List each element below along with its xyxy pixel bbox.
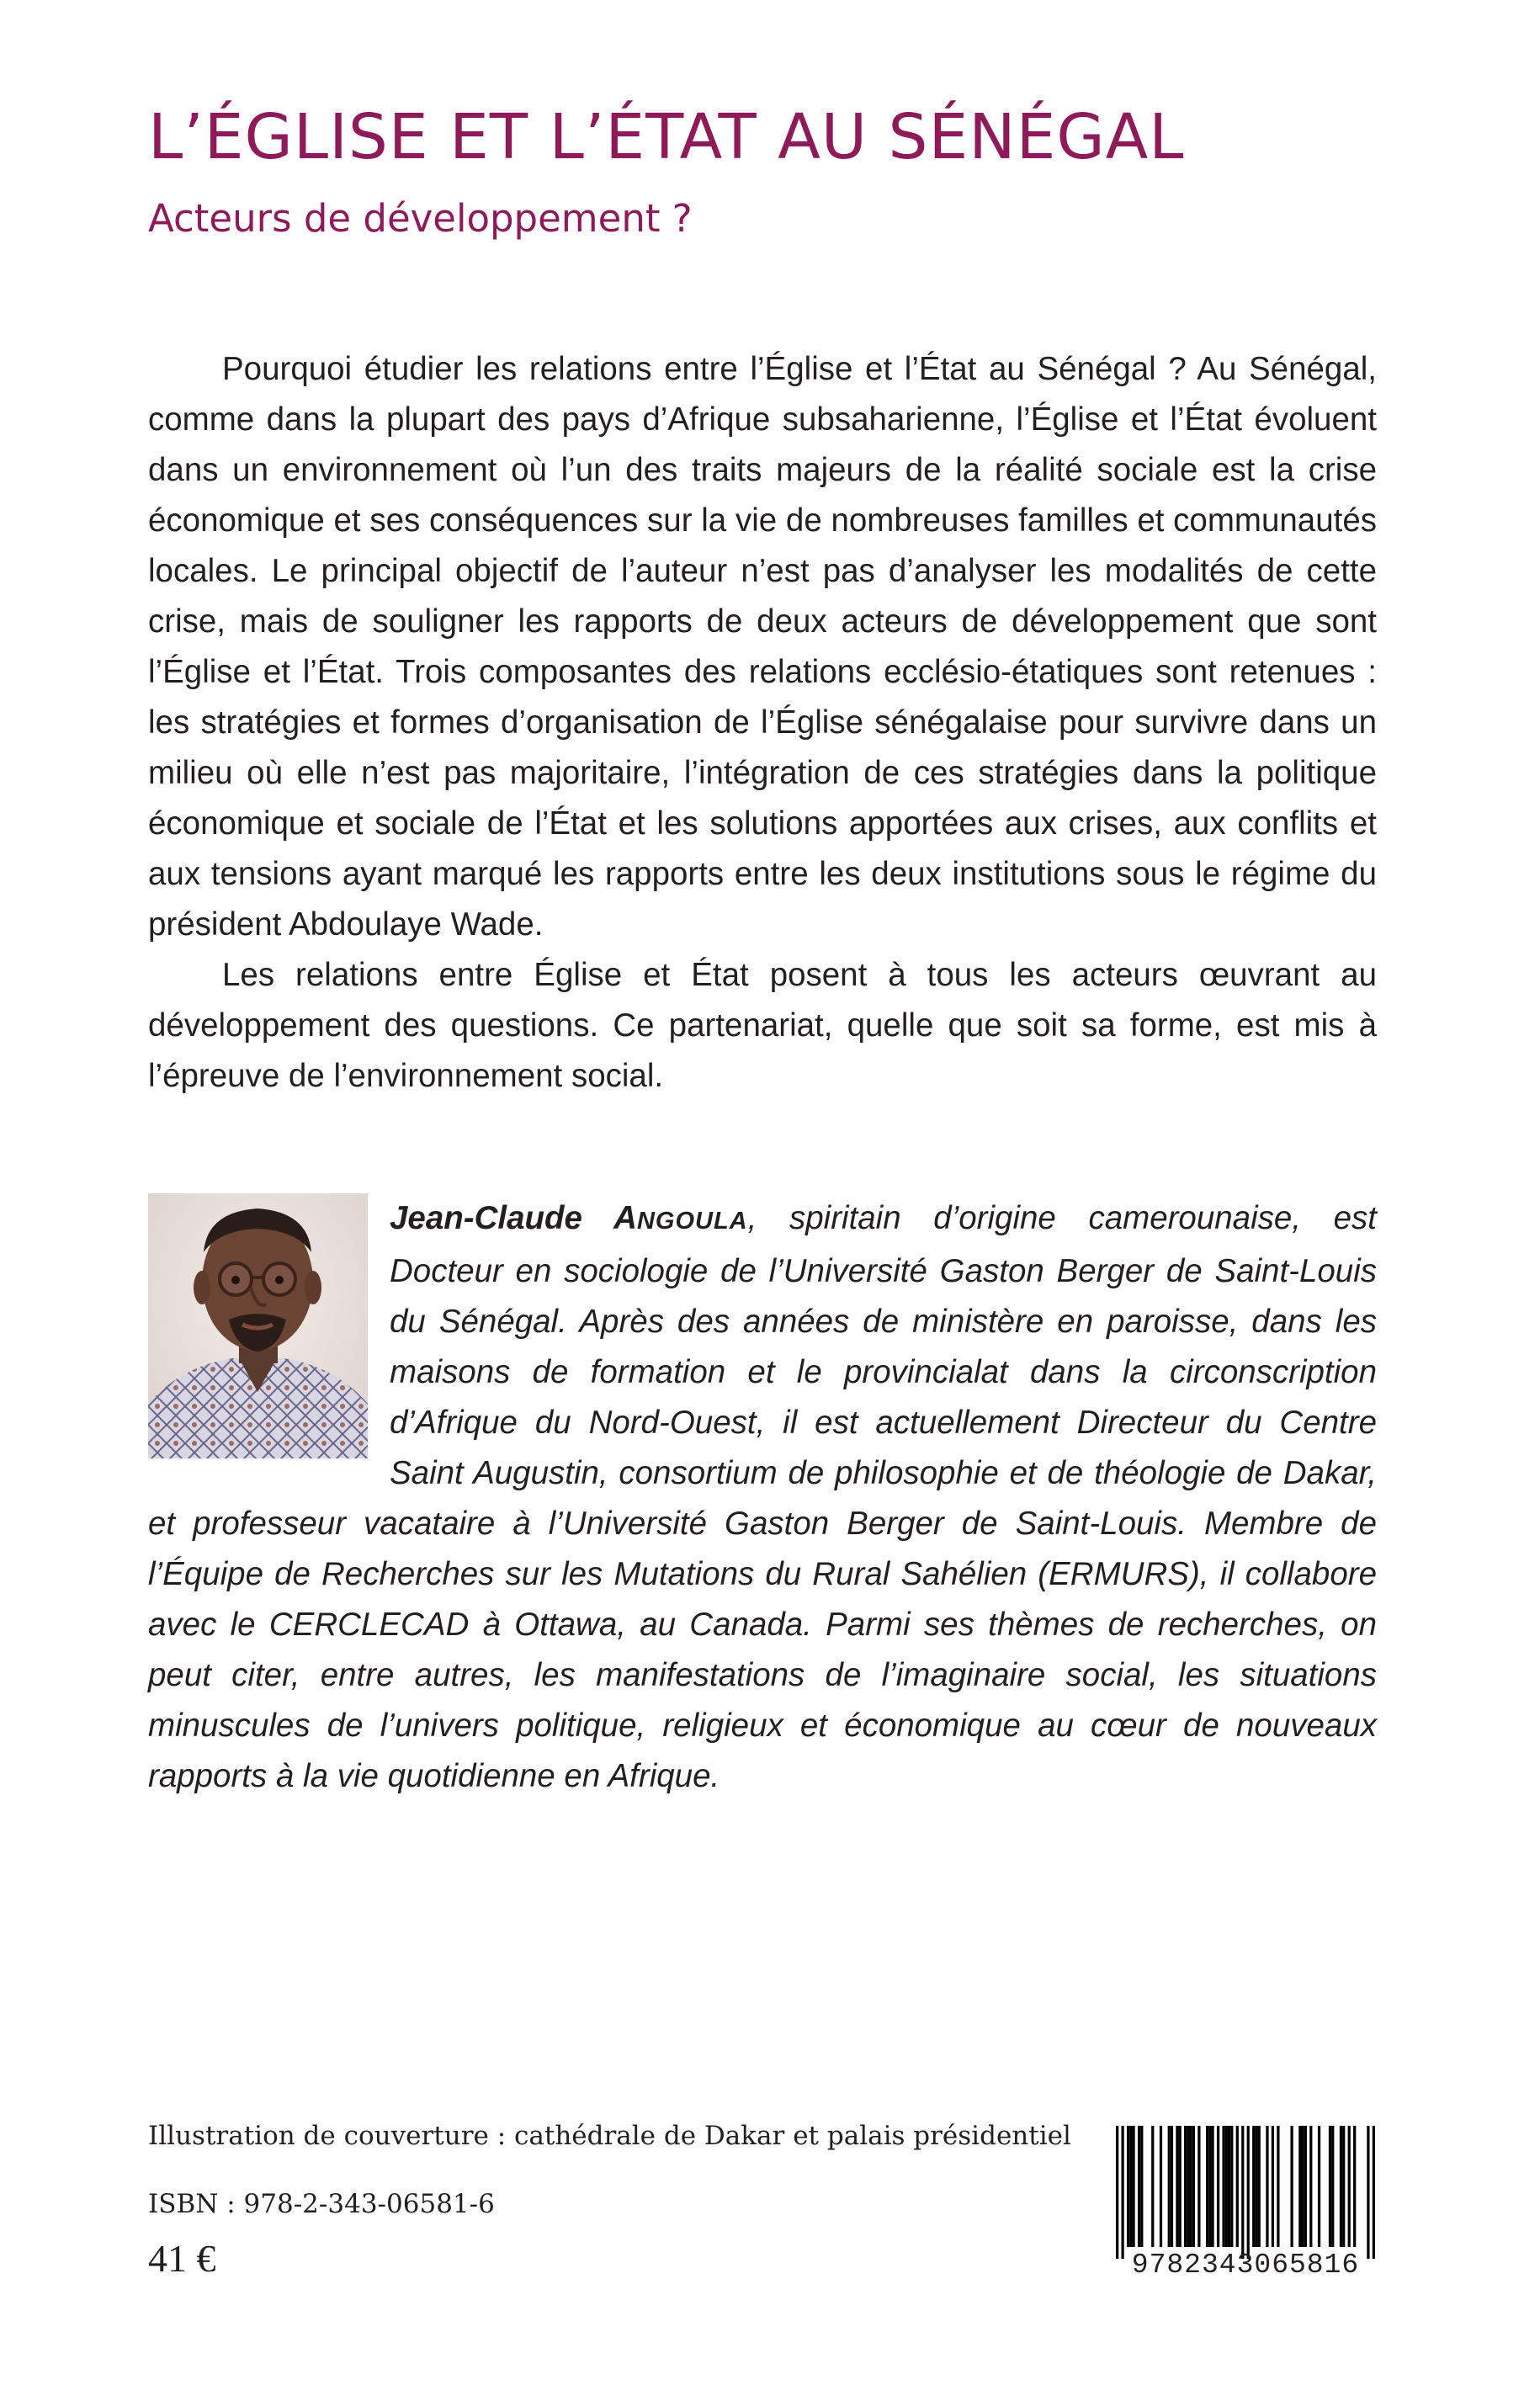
barcode-bar — [1171, 2126, 1173, 2247]
book-title: L’ÉGLISE ET L’ÉTAT AU SÉNÉGAL — [148, 101, 1185, 173]
summary-paragraph: Les relations entre Église et État posent à tous les acteurs œuvrant au développement des questions. Ce partenariat, quelle que soit sa forme, est mis à l’épreuve de l’environnement social. — [148, 957, 1377, 1094]
barcode-bar — [1329, 2126, 1331, 2247]
author-first-name: Jean-Claude — [390, 1200, 582, 1236]
barcode-bar — [1272, 2126, 1274, 2247]
barcode-bar — [1247, 2126, 1250, 2259]
barcode-bar — [1225, 2126, 1228, 2247]
barcode-bar — [1129, 2126, 1132, 2247]
barcode-bar — [1211, 2126, 1213, 2247]
barcode-bar — [1331, 2126, 1334, 2247]
barcode-bar — [1187, 2126, 1189, 2247]
barcode-bar — [1298, 2126, 1301, 2247]
barcode-bar — [1304, 2126, 1307, 2247]
barcode-bar — [1301, 2126, 1304, 2247]
barcode-bar — [1160, 2126, 1162, 2247]
barcode — [1116, 2126, 1375, 2259]
barcode-bar — [1266, 2126, 1268, 2247]
author-bio-text: , spiritain d’origine camerounaise, est Docteur en sociologie de l’Université Gaston Berger de Saint-Louis du Sénégal. Après des années de ministère en paroisse, dans les maisons de formation et le provincialat dans la circonscription d’Afrique du Nord-Ouest, il est actuellement Directeur du Centre Saint Augustin, consortium de philosophie et de théologie de Dakar, et professeur vacataire à l’Université Gaston Berger de Saint-Louis. Membre de l’Équipe de Recherches sur les Mutations du Rural Sahélien (ERMURS), il collabore avec le CERCLECAD à Ottawa, au Canada. Parmi ses thèmes de recherches, on peut citer, entre autres, les manifestations de l’imaginaire social, les situations minuscules de l’univers politique, religieux et économique au cœur de nouveaux rapports à la vie quotidienne en Afrique. — [148, 1200, 1377, 1794]
summary-paragraph: Pourquoi étudier les relations entre l’Église et l’État au Sénégal ? Au Sénégal, comme dans la plupart des pays d’Afrique subsaharienne, l’Église et l’État évoluent dans un environnement où l’un des traits majeurs de la réalité sociale est la crise économique et ses conséquences sur la vie de nombreuses familles et communautés locales. Le principal objectif de l’auteur n’est pas d’analyser les modalités de cette crise, mais de souligner les rapports de deux acteurs de développement que sont l’Église et l’État. Trois composantes des relations ecclésio-étatiques sont retenues : les stratégies et formes d’organisation de l’Église sénégalaise pour survivre dans un milieu où elle n’est pas majoritaire, l’intégration de ces stratégies dans la politique économique et sociale de l’État et les solutions apportées aux crises, aux conflits et aux tensions ayant marqué les rapports entre les deux institutions sous le régime du président Abdoulaye Wade. — [148, 351, 1377, 943]
barcode-digits: 9782343065816 — [1131, 2250, 1360, 2281]
barcode-bar — [1373, 2126, 1375, 2259]
barcode-bar — [1168, 2126, 1171, 2247]
barcode-bar — [1252, 2126, 1255, 2247]
barcode-bar — [1255, 2126, 1257, 2247]
barcode-bar — [1222, 2126, 1224, 2247]
book-subtitle: Acteurs de développement ? — [148, 196, 693, 241]
author-portrait — [148, 1193, 368, 1458]
author-section — [148, 1193, 1377, 1802]
author-name — [390, 1200, 748, 1236]
barcode-bar — [1206, 2126, 1208, 2247]
barcode-bar — [1138, 2126, 1140, 2247]
barcode-bar — [1277, 2126, 1279, 2247]
author-last-name-initial: A — [613, 1200, 637, 1236]
barcode-bar — [1318, 2126, 1320, 2247]
barcode-bar — [1217, 2126, 1219, 2247]
barcode-bar — [1309, 2126, 1312, 2247]
barcode-bar — [1208, 2126, 1211, 2247]
cover-credit: Illustration de couverture : cathédrale de Dakar et palais présidentiel — [148, 2121, 1071, 2151]
barcode-bar — [1176, 2126, 1178, 2247]
barcode-bar — [1241, 2126, 1244, 2259]
barcode-bar — [1342, 2126, 1345, 2247]
barcode-bar — [1258, 2126, 1261, 2247]
barcode-bar — [1197, 2126, 1200, 2247]
book-summary — [148, 344, 1377, 1102]
barcode-bar — [1140, 2126, 1143, 2247]
isbn: ISBN : 978-2-343-06581-6 — [148, 2189, 495, 2219]
price: 41 € — [148, 2237, 216, 2280]
barcode-bar — [1353, 2126, 1356, 2247]
barcode-bar — [1116, 2126, 1118, 2259]
barcode-bar — [1230, 2126, 1233, 2247]
barcode-bar — [1290, 2126, 1293, 2247]
barcode-bar — [1151, 2126, 1154, 2247]
barcode-bar — [1179, 2126, 1182, 2247]
barcode-bar — [1184, 2126, 1187, 2247]
barcode-bar — [1236, 2126, 1239, 2247]
barcode-bar — [1367, 2126, 1369, 2259]
author-last-name-rest: NGOULA — [636, 1208, 748, 1235]
barcode-bar — [1348, 2126, 1351, 2247]
barcode-bar — [1127, 2126, 1129, 2247]
barcode-bar — [1192, 2126, 1195, 2247]
barcode-bar — [1132, 2126, 1134, 2247]
barcode-bar — [1190, 2126, 1192, 2247]
barcode-bar — [1121, 2126, 1123, 2259]
barcode-bar — [1228, 2126, 1230, 2247]
barcode-bar — [1340, 2126, 1342, 2247]
